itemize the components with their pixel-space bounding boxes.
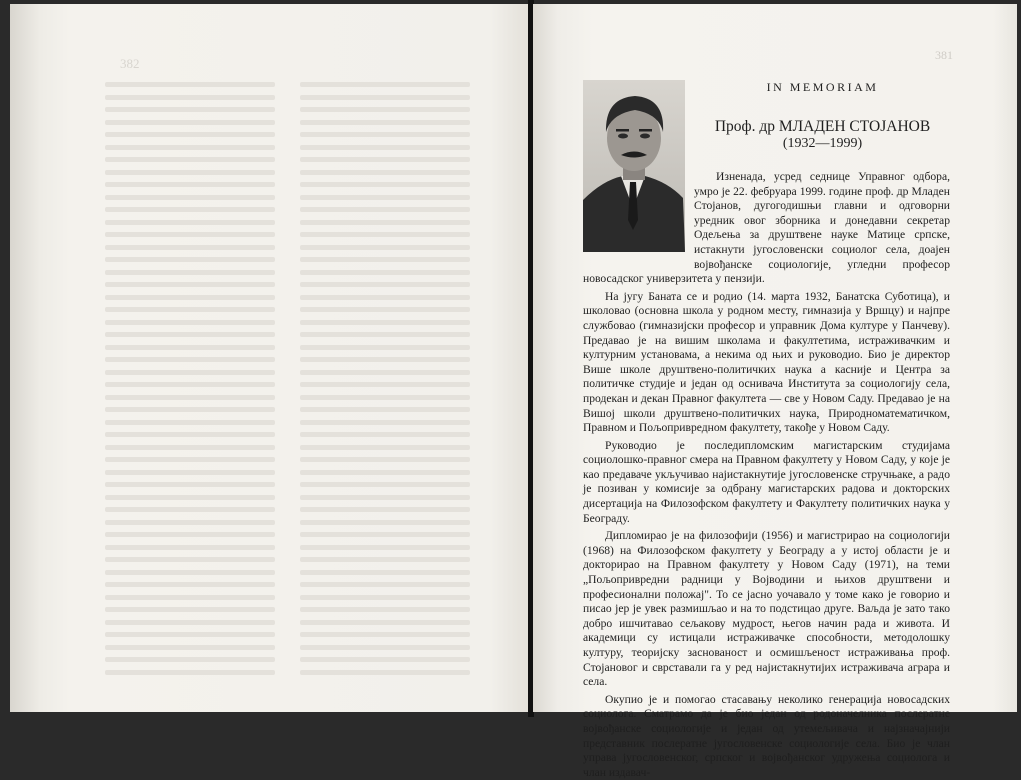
- article-title: Проф. др МЛАДЕН СТОЈАНОВ: [714, 118, 931, 135]
- paragraph-5: Окупио је и помогао стасавању неколико генерација новосадских социолога. Сматрамо да је био један од родоначелника послератне војвођанске социологије и један од утемељивача и најзначајнији представник послератне југословенске социологије села. Био је члан управа југословенског, српског и војвођанског удружења социолога и члан издавач-: [583, 692, 950, 779]
- ghost-text-column-right: [300, 82, 470, 682]
- photo-wrap-space: [583, 170, 694, 262]
- paragraph-1: Изненада, усред седнице Управног одбора, умро је 22. фебруара 1999. године проф. др Младен Стојанов, дугогодишњи главни и одговорни уредник овог зборника и донедавни секретар Одељења за друштвене науке Матице српске, истакнути југословенски социолог села, доајен војвођанске социологије, угледни професор новосадског универзитета у пензији.: [583, 170, 950, 286]
- page-number: 381: [935, 48, 953, 62]
- article-heading: [700, 80, 945, 152]
- paragraph-2: На југу Баната се и родио (14. марта 1932, Банатска Суботица), и школовао (основна школа у родном месту, гимназија у Вршцу) и најпре службовао (гимназијски професор и управник Дома културе у Панчеву). Предавао је на вишим школама и факултетима, истраживачким и културним установама, а некима од њих и руководио. Био је директор Више школе друштвено-политичких наука а касније и Центра за политичке студије и један од оснивача Института за социологију села, продекан и декан Правног факултета — све у Новом Саду. Предавао је на Вишој школи друштвено-политичких наука, Природноматематичком, Правном и Пољопривредном факултету, такође у Новом Саду.: [583, 289, 950, 435]
- left-page: [10, 4, 530, 712]
- article-years: (1932—1999): [782, 136, 863, 151]
- ghost-text-column-left: [105, 82, 275, 682]
- ghost-page-number: 382: [120, 56, 140, 71]
- article-body: [583, 170, 950, 780]
- section-title: IN MEMORIAM: [766, 80, 879, 94]
- paragraph-3: Руководио је последипломским магистарским студијама социолошко-правног смера на Правном факултету у Новом Саду, у које је као предаваче укључивао најистакнутије југословенске стручњаке, а радо је позиван у комисије за одбрану магистарских радова и докторских дисертација на Филозофском факултету и Факултету политичких наука у Београду.: [583, 438, 950, 525]
- paragraph-4: Дипломирао је на филозофији (1956) и магистрирао на социологији (1968) на Филозофском факултету у Београду а у истој области је и докторирао на Правном факултету у Новом Саду (1971), на теми „Пољопривредни радници у Војводини и њихов друштвени и професионални положај". То се јасно уочавало у томе како је говорио и писао јер је увек размишљао и на то подстицао друге. Ваљда је зато тако добро ишчитавао сељакову мудрост, његов начин рада и живота. И академици су истицали истраживачке способности, методолошку културу, теоријску заснованост и осмишљеност истраживања проф. Стојановог и сврставали га у ред најистакнутијих истраживача аграра и села.: [583, 529, 950, 689]
